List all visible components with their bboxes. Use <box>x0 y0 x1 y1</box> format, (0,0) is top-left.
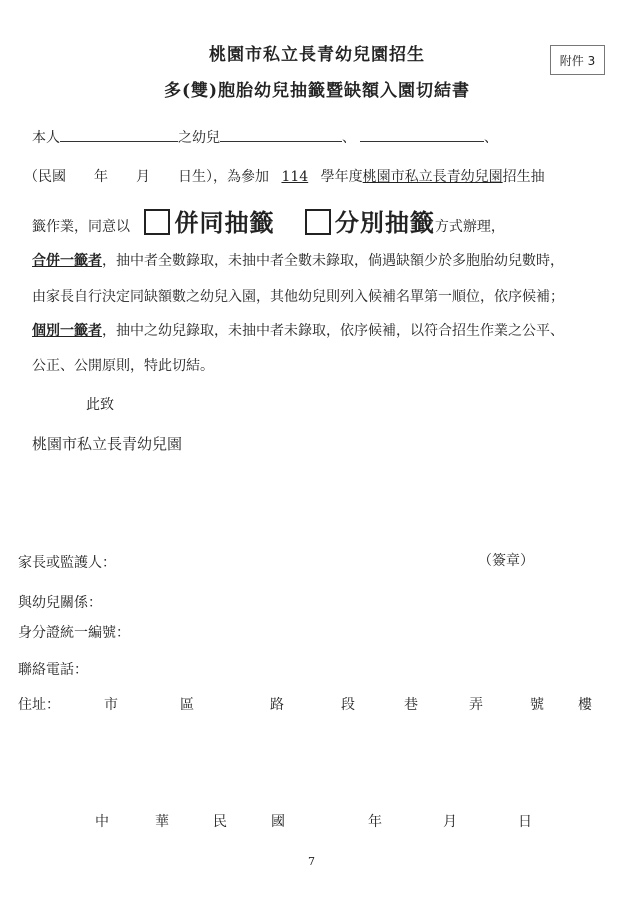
declaration-line-1 <box>32 127 498 147</box>
date-day: 日 <box>518 814 532 830</box>
combined-lottery-label: 併同抽籤 <box>174 208 275 237</box>
date-month: 月 <box>443 814 457 830</box>
separator-1: 、 <box>342 130 356 146</box>
birth-date-text: （民國 年 月 日生），為參加 <box>24 169 269 185</box>
address-number: 號 <box>530 697 544 713</box>
date-year: 年 <box>368 814 382 830</box>
label-academic-year: 學年度 <box>320 169 363 185</box>
child-name-field-2[interactable] <box>360 127 484 142</box>
form-title-line2: 多(雙)胞胎幼兒抽籤暨缺額入園切結書 <box>163 81 471 101</box>
separate-term: 個別一籤者 <box>32 323 102 339</box>
parent-name-field[interactable] <box>60 127 178 142</box>
separator-2: 、 <box>484 130 498 146</box>
child-name-field-1[interactable] <box>220 127 342 142</box>
label-lottery-start: 招生抽 <box>502 169 545 185</box>
address-district: 區 <box>180 697 194 713</box>
date-hua: 華 <box>155 814 169 830</box>
date-zhong: 中 <box>95 814 109 830</box>
label-method: 方式辦理， <box>434 219 505 235</box>
label-child: 之幼兒 <box>178 130 220 146</box>
guardian-label: 家長或監護人： <box>18 555 116 571</box>
recipient-school: 桃園市私立長青幼兒園 <box>32 435 183 453</box>
relation-label: 與幼兒關係： <box>18 595 102 611</box>
address-floor: 樓 <box>578 697 592 713</box>
id-number-label: 身分證統一編號： <box>18 625 130 641</box>
combined-lottery-checkbox[interactable] <box>144 209 170 235</box>
combined-term: 合併一籤者 <box>32 253 102 269</box>
declaration-line-7: 公正、公開原則，特此切結。 <box>32 358 214 374</box>
label-agree: 籤作業，同意以 <box>32 219 130 235</box>
phone-label: 聯絡電話： <box>18 662 88 678</box>
closing-ci-zhi: 此致 <box>86 397 114 413</box>
seal-label: （簽章） <box>478 553 534 569</box>
declaration-line-5: 由家長自行決定同缺額數之幼兒入園，其他幼兒則列入候補名單第一順位，依序候補； <box>32 289 564 305</box>
combined-explanation: ，抽中者全數錄取，未抽中者全數未錄取，倘遇缺額少於多胞胎幼兒數時， <box>102 253 564 269</box>
declaration-line-6 <box>32 320 564 340</box>
address-lane: 巷 <box>404 697 418 713</box>
address-alley: 弄 <box>469 697 483 713</box>
declaration-line-4 <box>32 250 564 270</box>
address-label: 住址： <box>18 697 60 713</box>
school-name-inline: 桃園市私立長青幼兒園 <box>362 169 503 185</box>
separate-lottery-label: 分別抽籤 <box>334 208 435 237</box>
separate-lottery-checkbox[interactable] <box>305 209 331 235</box>
date-min: 民 <box>213 814 227 830</box>
address-city: 市 <box>104 697 118 713</box>
declaration-line-2 <box>24 166 545 186</box>
address-road: 路 <box>270 697 284 713</box>
annex-label: 附件 3 <box>550 45 605 75</box>
declaration-line-3 <box>32 203 505 238</box>
academic-year: 114 <box>281 169 309 185</box>
page-number: 7 <box>308 855 315 868</box>
separate-explanation: ，抽中之幼兒錄取，未抽中者未錄取，依序候補，以符合招生作業之公平、 <box>102 323 564 339</box>
address-section: 段 <box>341 697 355 713</box>
date-guo: 國 <box>271 814 285 830</box>
form-title-line1: 桃園市私立長青幼兒園招生 <box>209 45 425 65</box>
label-ben-ren: 本人 <box>32 130 60 146</box>
